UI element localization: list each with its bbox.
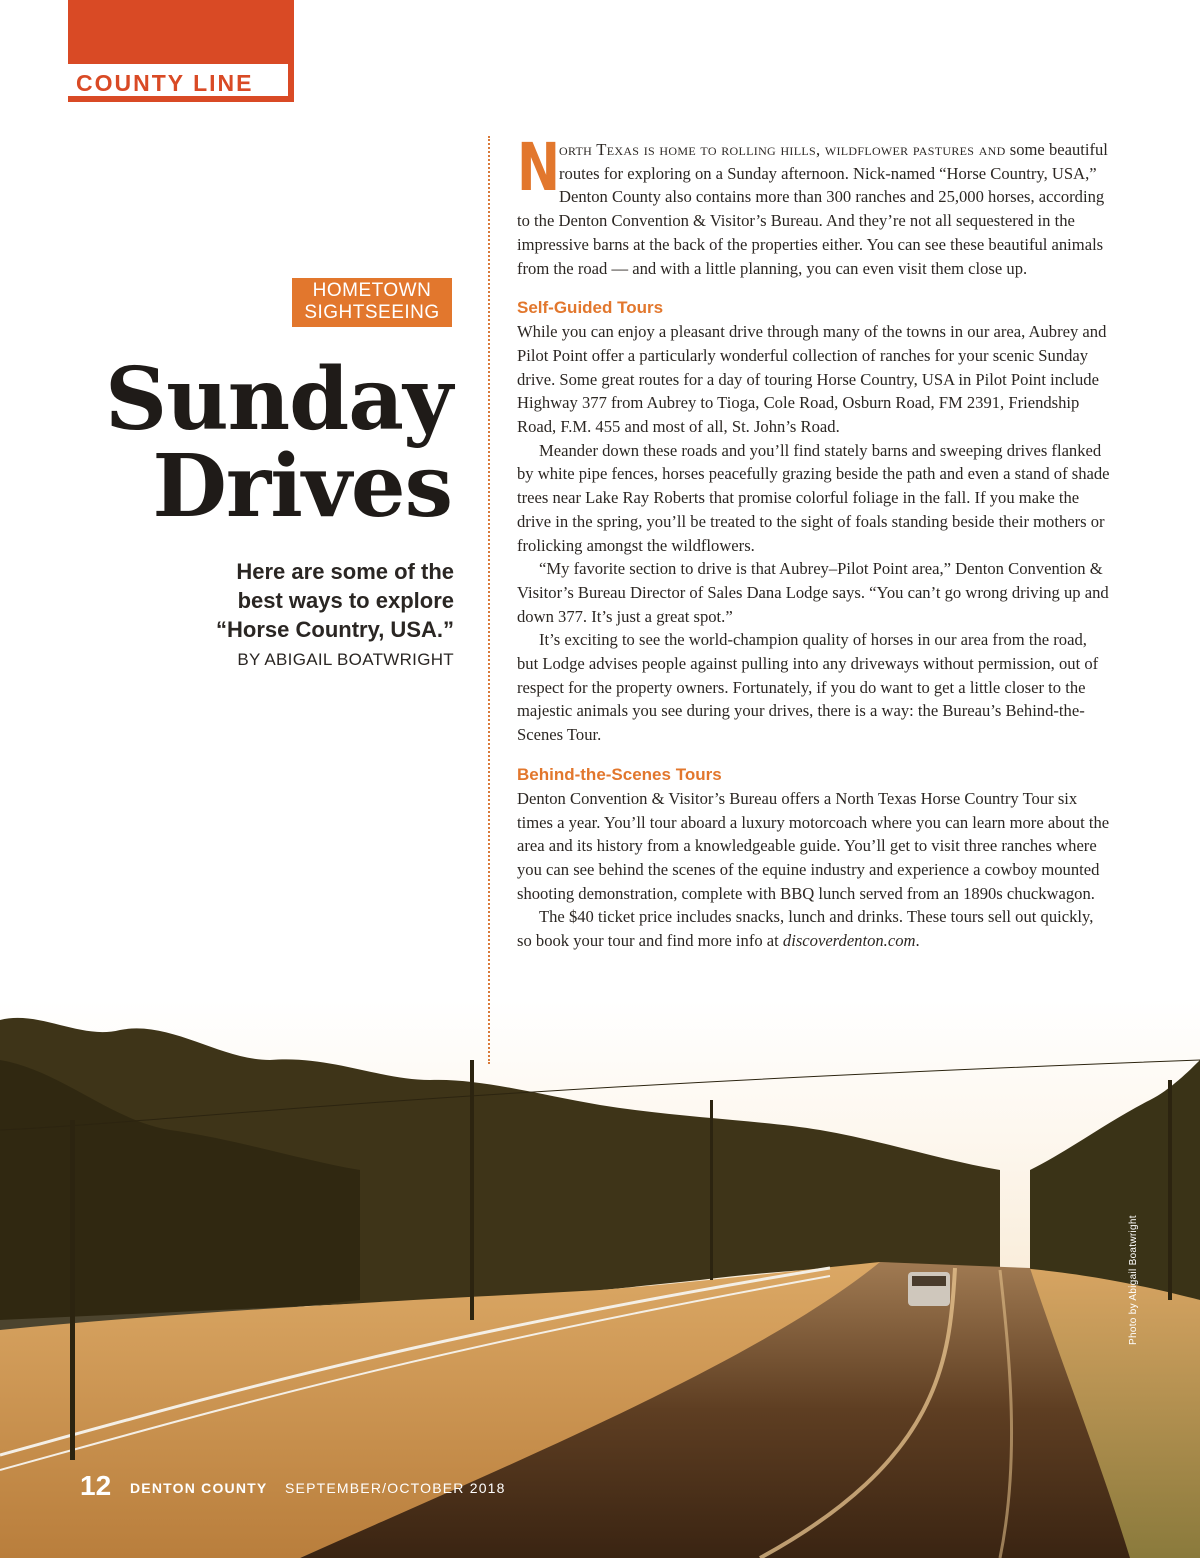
- deck-line-2: best ways to explore: [237, 588, 454, 613]
- kicker-label: [292, 278, 452, 327]
- website-link[interactable]: discoverdenton.com: [782, 931, 916, 951]
- road-photo: [0, 1000, 1200, 1558]
- paragraph-final: [517, 905, 1111, 952]
- deck: [124, 557, 454, 644]
- byline: BY ABIGAIL BOATWRIGHT: [237, 650, 454, 669]
- column-divider: [488, 136, 490, 1064]
- kicker-line-1: HOMETOWN: [312, 280, 432, 301]
- paragraph: Denton Convention & Visitor’s Bureau offers a North Texas Horse Country Tour six times a year. You’ll tour aboard a luxury motorcoach where you can learn more about the area and its history from a knowledgeable guide. You’ll get to visit three ranches where you can see behind the scenes of the equine industry and experience a cowboy mounted shooting demonstration, complete with BBQ lunch served from an 1890s chuckwagon.: [517, 788, 1110, 903]
- issue-date: SEPTEMBER/OCTOBER 2018: [285, 1480, 506, 1496]
- headline-line-1: Sunday: [105, 349, 452, 450]
- paragraph: “My favorite section to drive is that Aubrey–Pilot Point area,” Denton Convention & Visitor’s Bureau Director of Sales Dana Lodge says. “You can’t go wrong driving up and down 377. It’s just a great spot.”: [517, 559, 1109, 626]
- intro-paragraph: [517, 129, 1111, 280]
- paragraph: It’s exciting to see the world-champion quality of horses in our area from the road, but Lodge advises people against pulling into any driveways without permission, out of respect for the property owners. Fortunately, if you do want to get a little closer to the majestic animals you see during your drives, there is a way: the Bureau’s Behind-the-Scenes Tour.: [517, 630, 1099, 745]
- paragraph: While you can enjoy a pleasant drive through many of the towns in our area, Aubrey and Pilot Point offer a particularly wonderful collection of ranches for your scenic Sunday drive. Some great routes for a day of touring Horse Country, USA in Pilot Point include Highway 377 from Aubrey to Tioga, Cole Road, Osburn Road, FM 2391, Friendship Road, F.M. 455 and most of all, St. John’s Road.: [517, 322, 1107, 437]
- subhead-behind-the-scenes: Behind-the-Scenes Tours: [517, 764, 722, 784]
- final-text: The $40 ticket price includes snacks, lunch and drinks. These tours sell out quickly, so book your tour and find more info at: [517, 907, 1094, 951]
- photo-credit: Photo by Abigail Boatwright: [1128, 1215, 1139, 1345]
- publication-name: DENTON COUNTY: [130, 1480, 268, 1496]
- article-body: [517, 129, 1111, 953]
- intro-smallcaps: orth Texas is home to rolling hills, wildflower pastures and: [559, 140, 1006, 159]
- section-tab-label: COUNTY LINE: [76, 70, 254, 96]
- headline: [105, 349, 452, 537]
- deck-line-1: Here are some of the: [236, 559, 454, 584]
- headline-line-2: Drives: [152, 436, 452, 537]
- final-period: .: [915, 931, 920, 951]
- paragraph: Meander down these roads and you’ll find stately barns and sweeping drives flanked by white pipe fences, horses peacefully grazing beside the path and even a stand of shade trees near Lake Ray Roberts that promise colorful foliage in the fall. If you make the drive in the spring, you’ll be treated to the sight of foals standing beside their mothers or frolicking amongst the wildflowers.: [517, 440, 1110, 555]
- intro-text: some beautiful routes for exploring on a Sunday afternoon. Nick-named “Horse Country, USA,” Denton County also contains more than 300 ranches and 25,000 horses, according to the Denton Convention & Visitor’s Bureau. And they’re not all sequestered in the impressive barns at the back of the properties either. You can see these beautiful animals from the road — and with a little planning, you can even visit them close up.: [517, 140, 1108, 278]
- drop-cap: N: [517, 129, 561, 206]
- page-number: 12: [80, 1470, 112, 1501]
- deck-line-3: “Horse Country, USA.”: [216, 617, 454, 642]
- kicker-line-2: SIGHTSEEING: [304, 302, 440, 323]
- subhead-self-guided: Self-Guided Tours: [517, 298, 664, 318]
